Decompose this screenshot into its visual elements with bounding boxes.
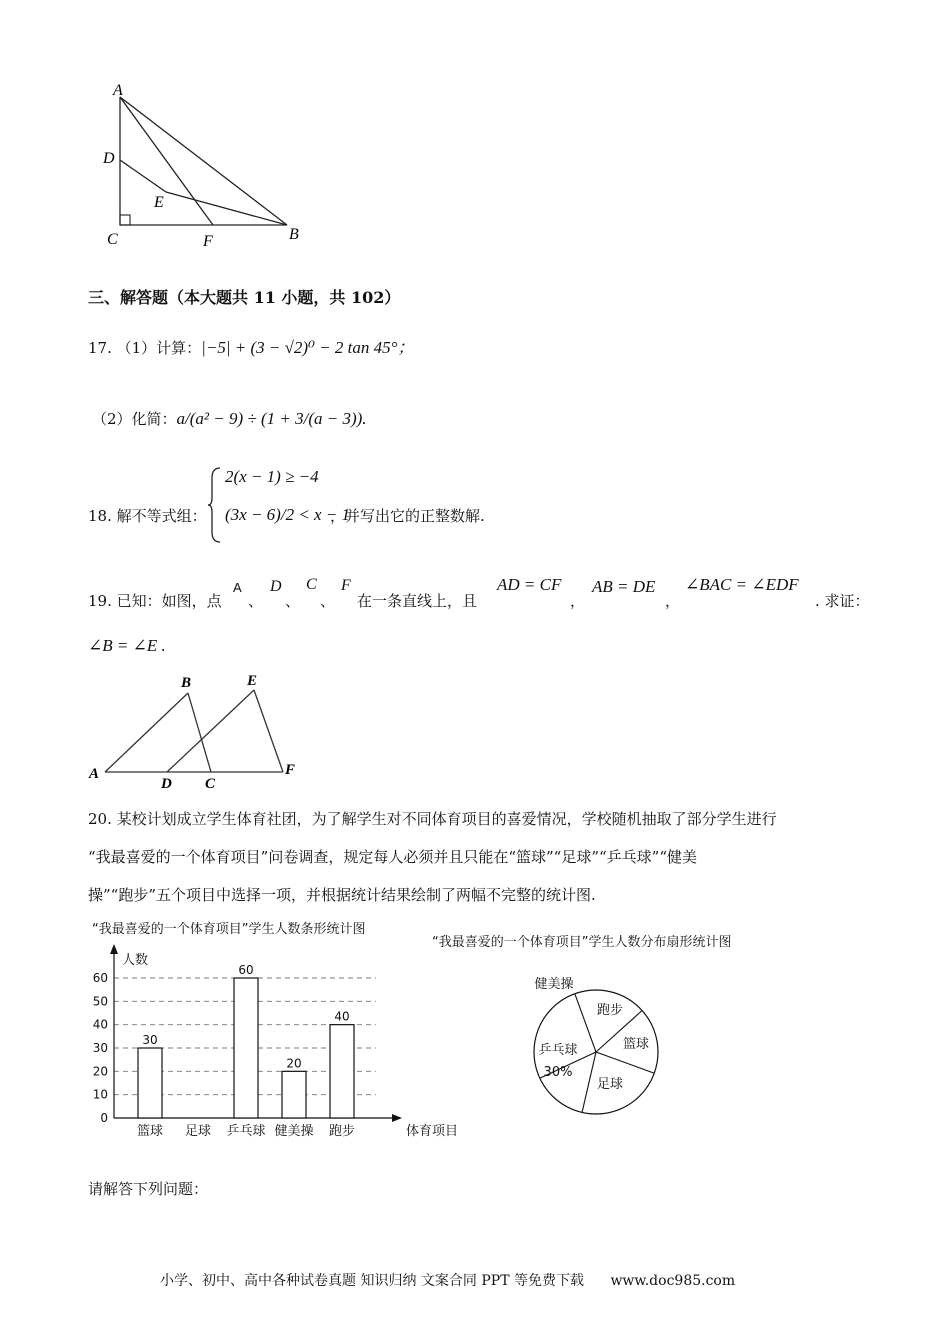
q19-prefix: 19. 已知：如图，点: [88, 592, 222, 610]
pie-chart-title: “我最喜爱的一个体育项目”学生人数分布扇形统计图: [432, 935, 732, 950]
segment-de: [120, 160, 166, 192]
q19-sep-1: 、: [248, 592, 264, 610]
y-axis-arrow: [110, 944, 118, 954]
y-tick-label: 40: [92, 1017, 108, 1032]
q20-paragraph-line-2: “我最喜爱的一个体育项目”问卷调查，规定每人必须并且只能在“篮球”“足球”“乒乓球”“健美: [88, 848, 698, 866]
bar-chart-title: “我最喜爱的一个体育项目”学生人数条形统计图: [92, 922, 366, 937]
q17-part2-expr: a/(a² − 9) ÷ (1 + 3/(a − 3)).: [176, 409, 367, 428]
label-b: B: [289, 226, 299, 243]
bar: [330, 1025, 354, 1118]
triangle-figure-2: [85, 668, 310, 793]
q18-tail: ，并写出它的正整数解.: [330, 507, 485, 525]
segment-eb: [166, 192, 287, 225]
q17-part1-label: 17. （1）计算：: [88, 339, 202, 357]
q19-point-c: C: [306, 576, 317, 593]
x-tick-label: 乒乓球: [226, 1124, 266, 1139]
label-a: A: [89, 766, 100, 782]
y-tick-label: 50: [92, 994, 108, 1009]
q18-label: 18. 解不等式组：: [88, 507, 207, 525]
bar: [234, 978, 258, 1118]
segment-ab: [105, 693, 188, 772]
q17-part1: [88, 333, 414, 358]
label-c: C: [107, 231, 118, 248]
x-axis-label: 体育项目: [406, 1124, 459, 1139]
footer: [160, 1270, 735, 1290]
bar: [138, 1048, 162, 1118]
q19-condition-1: AD = CF: [497, 575, 562, 594]
y-axis-label: 人数: [122, 953, 149, 968]
q17-part2-label: （2）化简：: [92, 410, 177, 428]
segment-bc: [188, 693, 211, 772]
bar-data-label: 40: [334, 1009, 350, 1024]
label-f: F: [285, 762, 296, 778]
q19-tail: . 求证：: [815, 592, 870, 610]
segment-ab: [120, 97, 287, 225]
segment-ef: [254, 690, 283, 772]
y-tick-label: 60: [92, 971, 108, 985]
q20-paragraph-line-3: 操”“跑步”五个项目中选择一项，并根据统计结果绘制了两幅不完整的统计图.: [88, 886, 596, 904]
q19-comma-1: ，: [570, 592, 586, 610]
pie-slice-label: 乒乓球: [538, 1043, 578, 1058]
q19-comma-2: ，: [665, 592, 681, 610]
q17-part2: [92, 408, 367, 429]
x-tick-label: 足球: [184, 1124, 212, 1139]
label-d: D: [161, 776, 172, 792]
pie-chart: [520, 970, 670, 1120]
label-f: F: [203, 233, 213, 250]
right-angle-mark: [120, 215, 130, 225]
pie-slice-label: 足球: [596, 1077, 624, 1092]
section-heading: 三、解答题（本大题共 11 小题，共 102）: [88, 288, 401, 307]
x-axis-arrow: [392, 1114, 402, 1122]
bar-data-label: 30: [142, 1033, 158, 1047]
q19-point-a: A: [233, 580, 242, 595]
footer-text: 小学、初中、高中各种试卷真题 知识归纳 文案合同 PPT 等免费下载: [160, 1273, 584, 1289]
q20-prompt: 请解答下列问题：: [88, 1180, 209, 1198]
x-tick-label: 健美操: [274, 1124, 314, 1139]
bar-data-label: 60: [238, 963, 254, 977]
pie-slice-label: 健美操: [534, 977, 574, 992]
q19-to-prove: ∠B = ∠E .: [88, 636, 166, 655]
triangle-figure-1: [95, 80, 335, 255]
pie-slice-label: 篮球: [622, 1037, 650, 1052]
q19-sep-3: 、: [320, 592, 336, 610]
system-brace: [208, 466, 222, 544]
q19-middle: 在一条直线上，且: [357, 592, 478, 610]
q18-inequality-2: (3x − 6)/2 < x − 1: [225, 505, 351, 524]
q19-point-d: D: [270, 578, 282, 595]
q19-condition-2: AB = DE: [592, 577, 656, 596]
bar: [282, 1071, 306, 1118]
y-tick-label: 0: [100, 1111, 108, 1125]
y-tick-label: 10: [92, 1087, 108, 1102]
y-tick-label: 20: [92, 1064, 108, 1079]
bar-chart: [88, 940, 459, 1145]
y-tick-label: 30: [92, 1041, 108, 1055]
segment-de: [167, 690, 254, 772]
q19-sep-2: 、: [285, 592, 301, 610]
label-c: C: [205, 776, 216, 792]
q19-point-f: F: [341, 577, 351, 594]
footer-link[interactable]: www.doc985.com: [610, 1273, 736, 1289]
q20-paragraph-line-1: 20. 某校计划成立学生体育社团，为了解学生对不同体育项目的喜爱情况，学校随机抽取了部分学生进行: [88, 810, 777, 828]
x-tick-label: 跑步: [328, 1124, 356, 1139]
segment-af: [120, 97, 213, 225]
bar-data-label: 20: [286, 1056, 302, 1071]
q19-condition-3: ∠BAC = ∠EDF: [685, 575, 799, 594]
q17-part1-expr: |−5| + (3 − √2)⁰ − 2 tan 45°；: [201, 338, 415, 357]
label-a: A: [113, 82, 123, 99]
q18-inequality-1: 2(x − 1) ≥ −4: [225, 467, 319, 486]
label-e: E: [154, 194, 164, 211]
pie-slice-value-label: 30%: [543, 1065, 573, 1080]
x-tick-label: 篮球: [136, 1124, 164, 1139]
label-d: D: [103, 150, 115, 167]
label-e: E: [247, 673, 258, 689]
label-b: B: [181, 675, 192, 691]
pie-slice-label: 跑步: [596, 1003, 624, 1018]
